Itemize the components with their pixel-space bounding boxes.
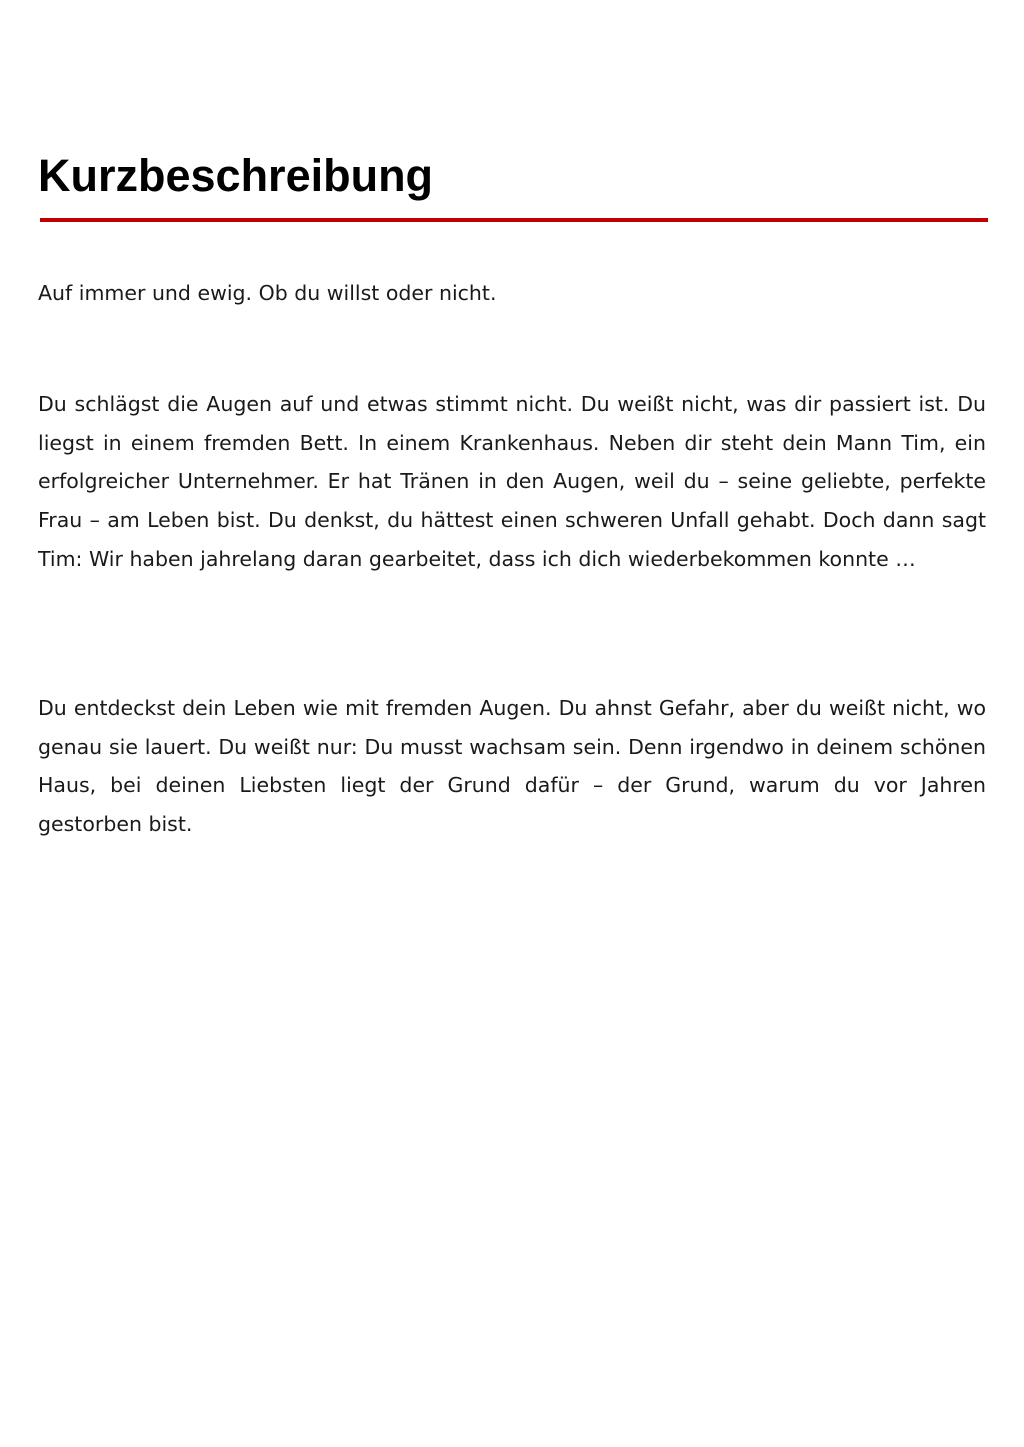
body-paragraph-1: Du schlägst die Augen auf und etwas stimmt nicht. Du weißt nicht, was dir passiert ist. Du liegst in einem fremden Bett. In einem Krankenhaus. Neben dir steht dein Mann Tim, ein erfolgreicher Unternehmer. Er hat Tränen in den Augen, weil du – seine geliebte, perfekte Frau – am Leben bist. Du denkst, du hättest einen schweren Unfall gehabt. Doch dann sagt Tim: Wir haben jahrelang daran gearbeitet, dass ich dich wiederbekommen konnte … [38,392,986,571]
title-underline-rule [40,218,988,222]
page-title: Kurzbeschreibung [38,150,434,201]
tagline-paragraph: Auf immer und ewig. Ob du willst oder nicht. [38,281,497,305]
body-paragraph-2: Du entdeckst dein Leben wie mit fremden Augen. Du ahnst Gefahr, aber du weißt nicht, wo genau sie lauert. Du weißt nur: Du musst wachsam sein. Denn irgendwo in deinem schönen Haus, bei deinen Liebsten liegt der Grund dafür – der Grund, warum du vor Jahren gestorben bist. [38,696,986,837]
